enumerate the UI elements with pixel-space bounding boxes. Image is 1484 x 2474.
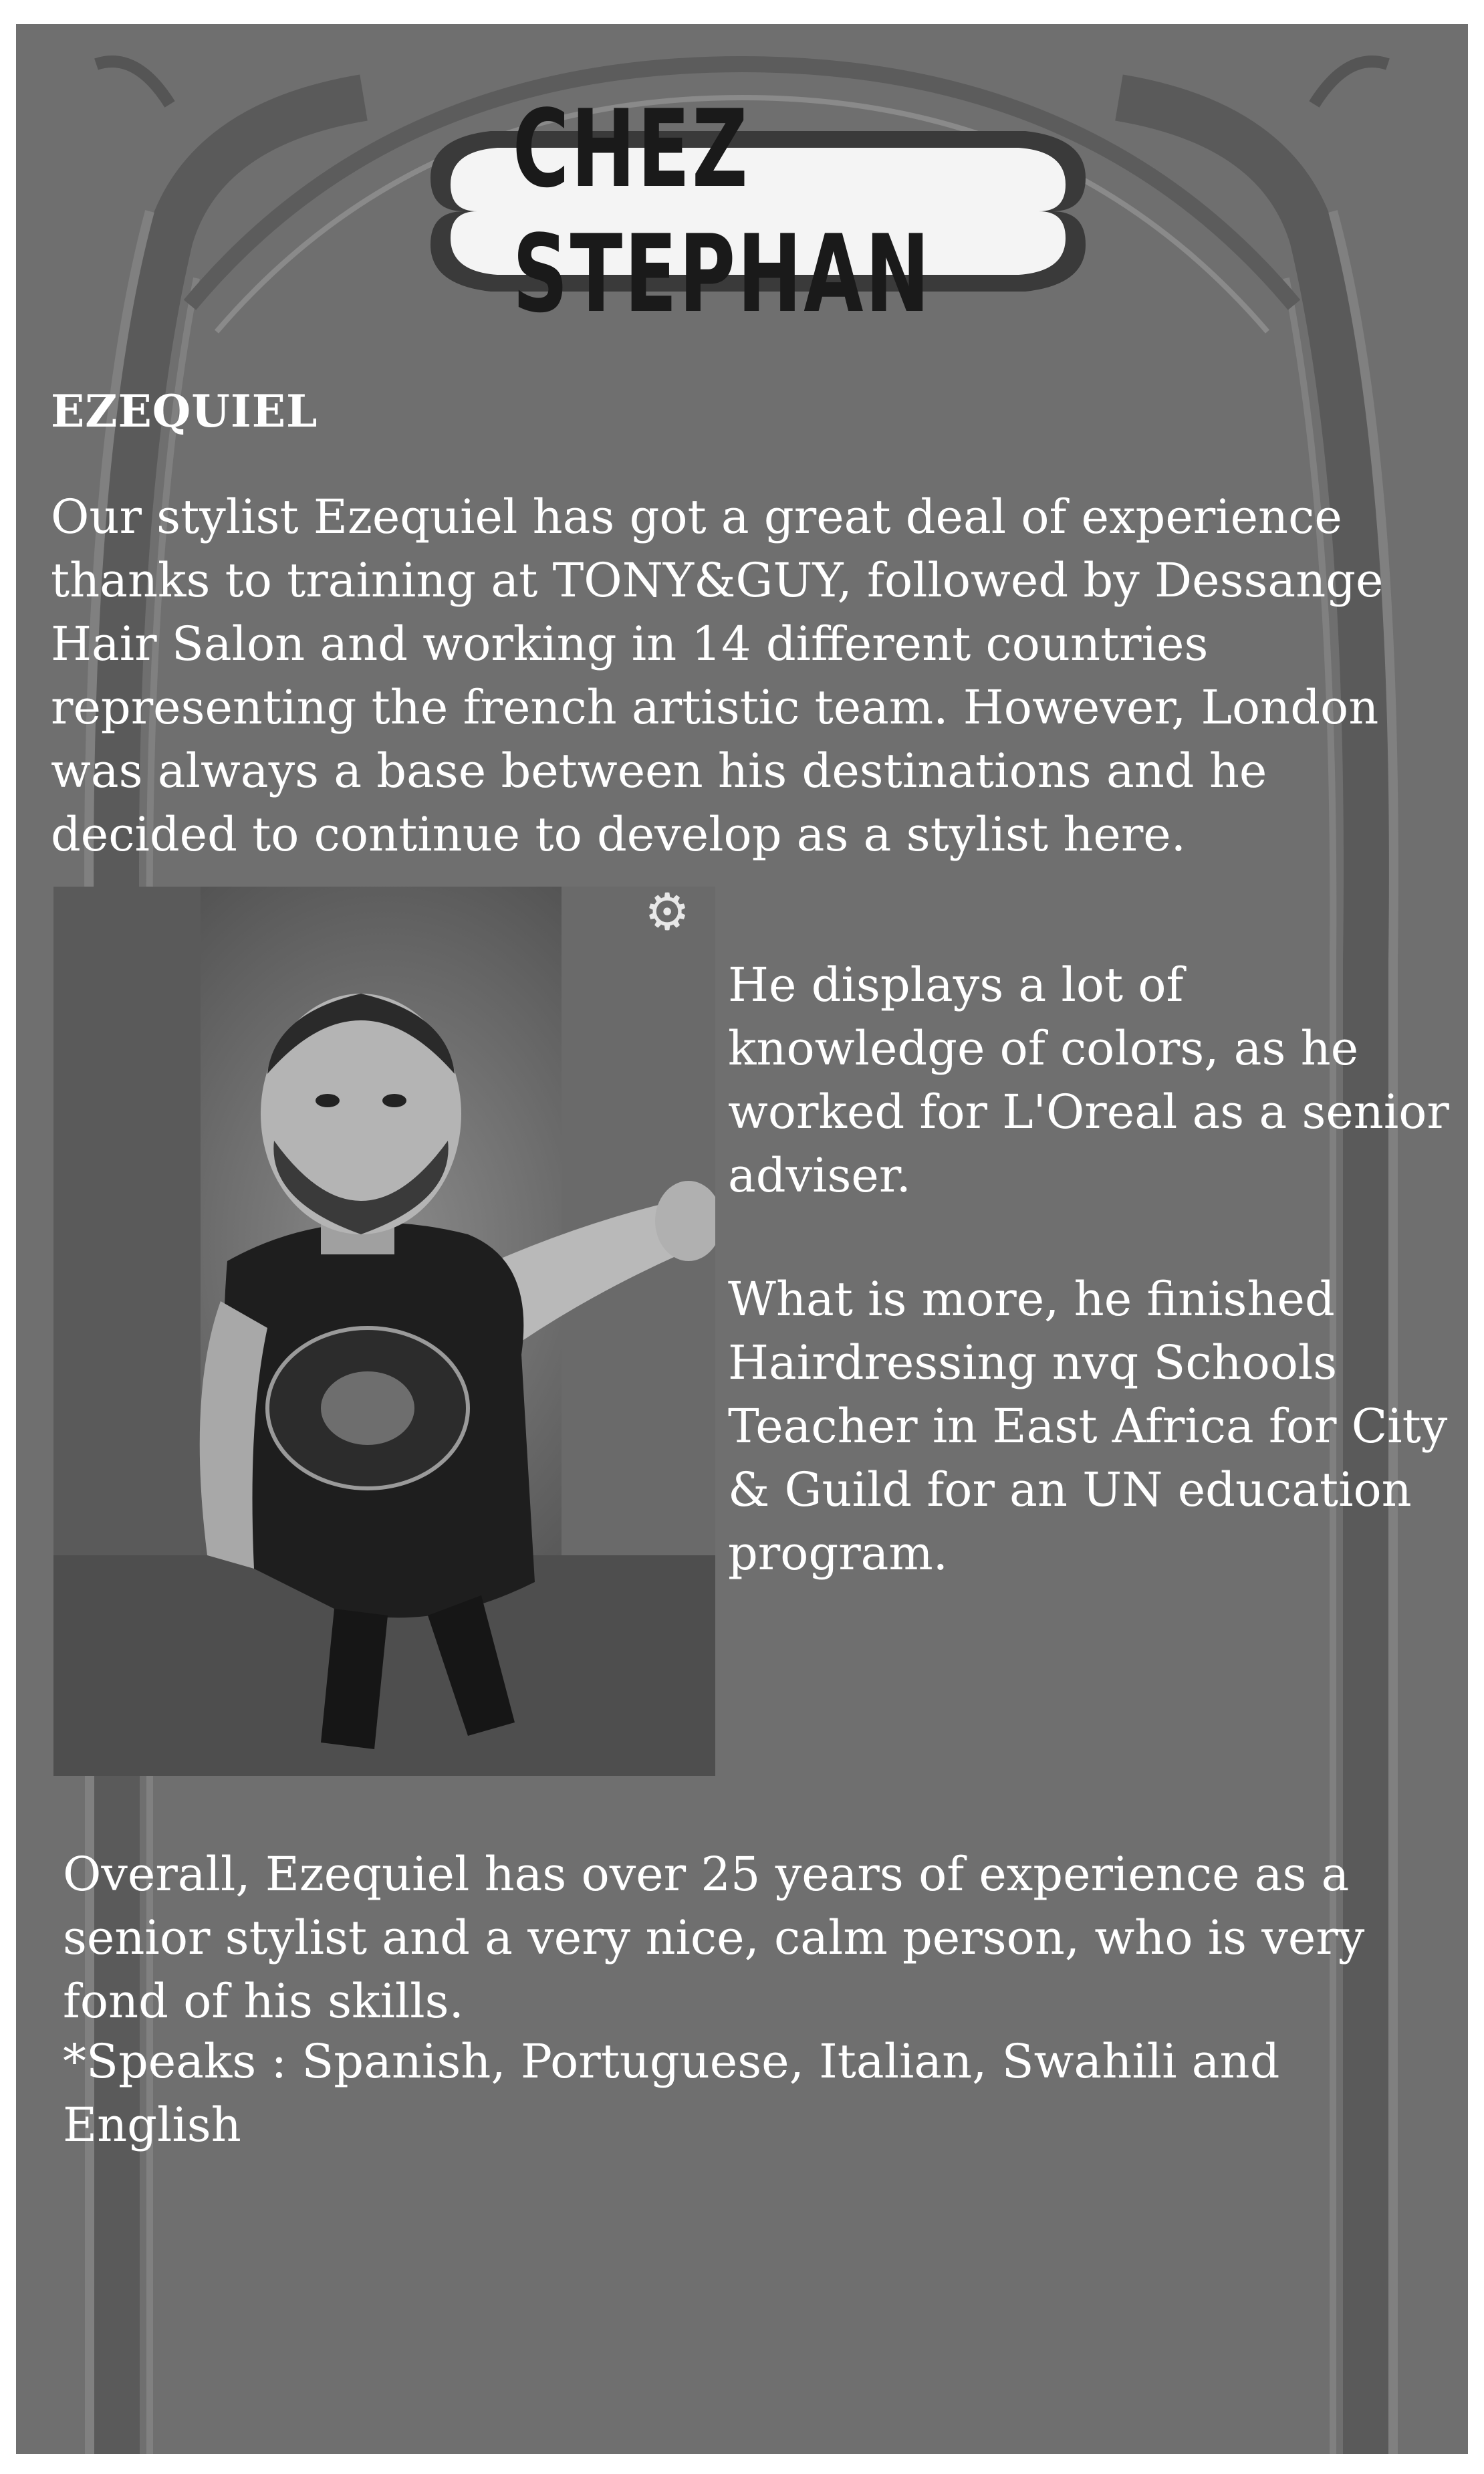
salon-sign: [417, 86, 1099, 336]
salon-name: CHEZ STEPHAN: [512, 86, 932, 336]
languages-paragraph: *Speaks : Spanish, Portuguese, Italian, Swahili and English: [63, 2034, 1280, 2152]
stylist-photo-graphic: [53, 882, 715, 1776]
stylist-name: EZEQUIEL: [51, 385, 318, 437]
colors-paragraph: He displays a lot of knowledge of colors, as he worked for L'Oreal as a senior adviser.: [728, 958, 1449, 1203]
profile-panel: [16, 24, 1468, 2454]
gear-icon[interactable]: ⚙: [644, 882, 691, 941]
overall-paragraph: Overall, Ezequiel has over 25 years of experience as a senior stylist and a very nice, calm person, who is very fond of his skills.: [63, 1847, 1365, 2029]
teacher-paragraph: What is more, he finished Hairdressing nvq Schools Teacher in East Africa for City & Guild for an UN education program.: [728, 1272, 1448, 1581]
stylist-photo: [53, 882, 715, 1776]
intro-paragraph: Our stylist Ezequiel has got a great deal of experience thanks to training at TONY&GUY, followed by Dessange Hair Salon and working in 14 different countries representing the french artistic team. However, London was always a base between his destinations and he decided to continue to develop as a stylist here.: [51, 489, 1384, 862]
